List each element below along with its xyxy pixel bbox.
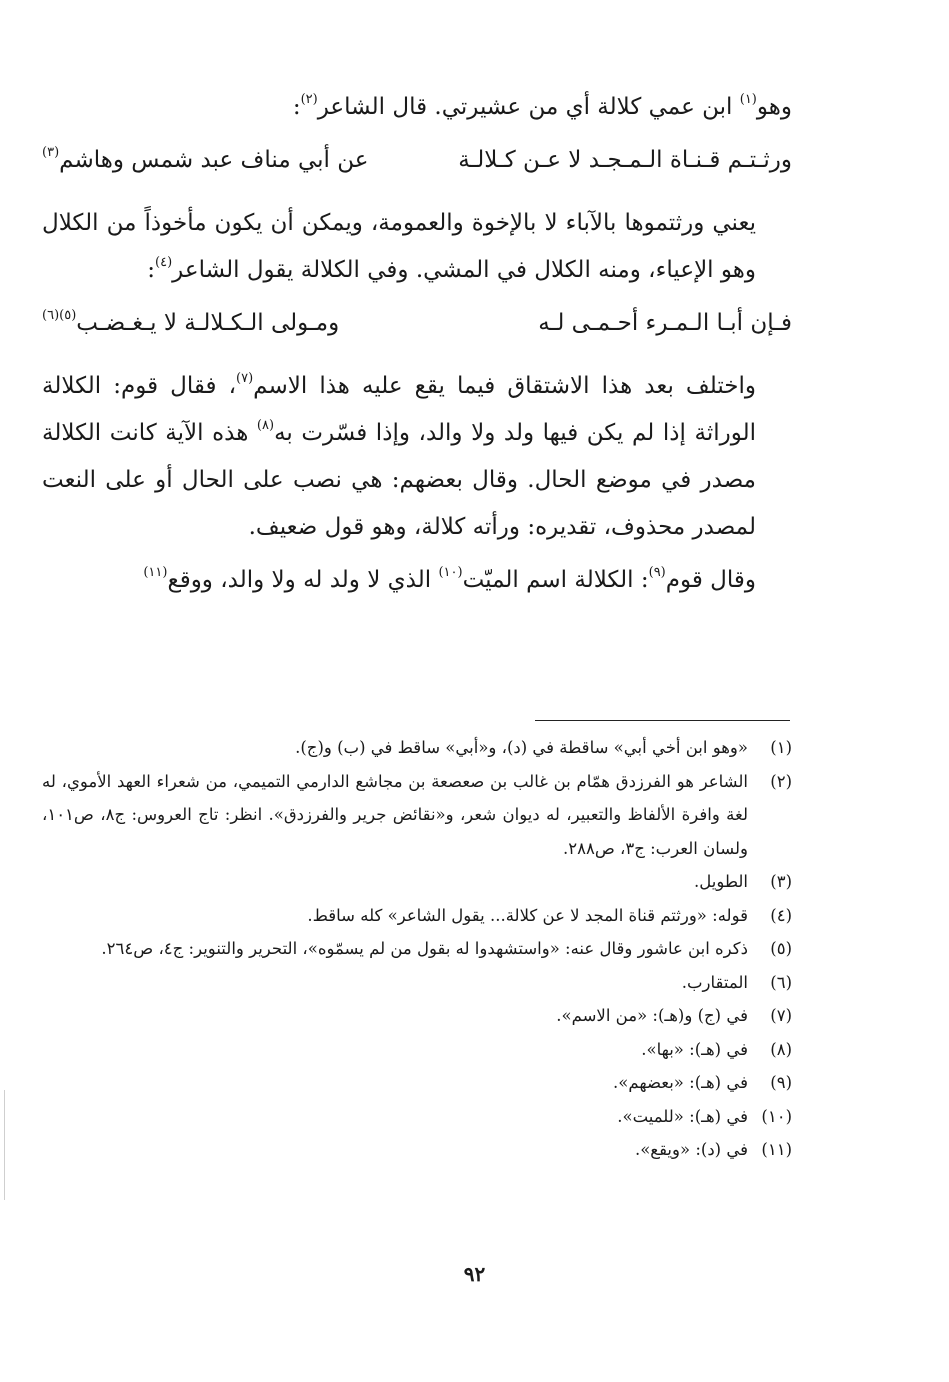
verse-line [42, 300, 792, 347]
footnote-number: (١٠) [761, 1106, 792, 1126]
footnote-text: «وهو ابن أخي أبي» ساقطة في (د)، و«أبي» ساقط في (ب) و(ج). [295, 738, 748, 757]
footnote-text: في (هـ): «للميت». [617, 1106, 748, 1126]
text-run: عن أبي مناف عبد شمس وهاشم [59, 147, 369, 173]
footnote-divider [535, 720, 790, 721]
footnote-number: (٥) [770, 939, 792, 958]
text-run: : [292, 94, 301, 120]
text-run: واختلف بعد هذا الاشتقاق فيما يقع عليه هذا الاسم [253, 373, 757, 399]
footnote-ref: (٤) [155, 255, 173, 271]
footnote-text: في (د): «ويقع». [634, 1140, 748, 1159]
footnote-number: (١) [770, 738, 792, 757]
footnote [42, 899, 792, 933]
verse-hemistich-first: فـإن أبـا الـمـرء أحـمـى لـه [538, 310, 792, 336]
footnote [42, 731, 792, 765]
footnote-text: الشاعر هو الفرزدق همّام بن غالب بن صعصعة بن مجاشع الدارمي التميمي، من شعراء العهد الأموي، له لغة وافرة الألفاظ والتعبير، له ديوان شعر، و«نقائض جرير والفرزدق». انظر: تاج العروس: ج٨، ص١٠١، ولسان العرب: ج٣، ص٢٨٨. [42, 771, 748, 858]
text-run: يعني ورثتموها بالآباء لا بالإخوة والعمومة، ويمكن أن يكون مأخوذاً من الكلال وهو الإعياء، ومنه الكلال في المشي. وفي الكلالة يقول الشاعر [42, 210, 756, 283]
paragraph [42, 363, 792, 551]
footnote-ref: (٨) [256, 418, 275, 434]
footnote-number: (٢) [770, 771, 792, 791]
footnote-ref: (٢) [300, 92, 318, 108]
text-run: : [147, 257, 156, 283]
footnote-number: (١١) [761, 1140, 792, 1159]
footnote-ref: (٥)(٦) [42, 308, 77, 324]
footnote-number: (٦) [770, 972, 792, 992]
footnote-text: في (ج) و(هـ): «من الاسم». [556, 1006, 748, 1025]
footnote-text: في (هـ): «بعضهم». [613, 1073, 748, 1092]
footnote-number: (٣) [770, 872, 792, 891]
verse-hemistich-first: ورثـتـم قـنـاة الـمـجـد لا عـن كـلالـة [458, 147, 792, 173]
footnote-ref: (١) [739, 92, 757, 108]
footnote-text: الطويل. [693, 872, 748, 891]
text-line [42, 84, 792, 131]
footnote [42, 1033, 792, 1067]
footnote-number: (٤) [770, 905, 792, 925]
footnote-text: قوله: «ورثتم قناة المجد لا عن كلالة... يقول الشاعر» كله ساقط. [307, 905, 748, 925]
footnote-ref: (٣) [42, 145, 60, 161]
main-text [42, 84, 792, 604]
footnote [42, 1066, 792, 1100]
footnote-ref: (٧) [236, 371, 254, 387]
verse-hemistich-second [42, 300, 339, 347]
footnote [42, 932, 792, 966]
text-run: ، فقال قوم: الكلالة الوراثة إذا لم يكن فيها ولد ولا والد، وإذا فسّرت به [42, 373, 756, 446]
page-number: ٩٢ [463, 1262, 486, 1286]
verse-hemistich-second [42, 137, 368, 184]
footnotes [42, 731, 792, 1167]
text-run: هذه الآية كانت الكلالة مصدر في موضع الحال. وقال بعضهم: هي نصب على الحال أو على النعت لمصدر محذوف، تقديره: ورأته كلالة، وهو قول ضعيف. [42, 420, 756, 540]
footnote-number: (٩) [770, 1073, 792, 1092]
footnote-ref: (٩) [648, 565, 666, 581]
text-run: وقال قوم [665, 567, 756, 593]
footnote [42, 865, 792, 899]
paragraph [42, 557, 792, 604]
footnote [42, 999, 792, 1033]
footnote [42, 1100, 792, 1134]
footnote [42, 966, 792, 1000]
text-run: وهو [756, 94, 792, 120]
footnote-text: في (هـ): «بها». [641, 1039, 748, 1059]
text-run: ومـولى الـكـلالـة لا يـغـضـب [76, 310, 340, 336]
paragraph [42, 200, 792, 294]
scan-edge-mark [4, 1090, 5, 1200]
footnote-ref: (١١) [143, 565, 168, 581]
footnote-number: (٧) [770, 1006, 792, 1025]
text-run: الذي لا ولد له ولا والد، ووقع [167, 567, 439, 593]
text-run: ابن عمي كلالة أي من عشيرتي. قال الشاعر [317, 94, 740, 120]
footnote-text: ذكره ابن عاشور وقال عنه: «واستشهدوا له بقول من لم يسمّوه»، التحرير والتنوير: ج٤، ص٢٦٤. [101, 939, 748, 958]
footnote [42, 765, 792, 866]
footnote-text: المتقارب. [681, 972, 748, 992]
footnote [42, 1133, 792, 1167]
verse-line [42, 137, 792, 184]
text-run: : الكلالة اسم الميّت [462, 567, 649, 593]
footnote-number: (٨) [770, 1039, 792, 1059]
footnote-ref: (١٠) [438, 565, 463, 581]
